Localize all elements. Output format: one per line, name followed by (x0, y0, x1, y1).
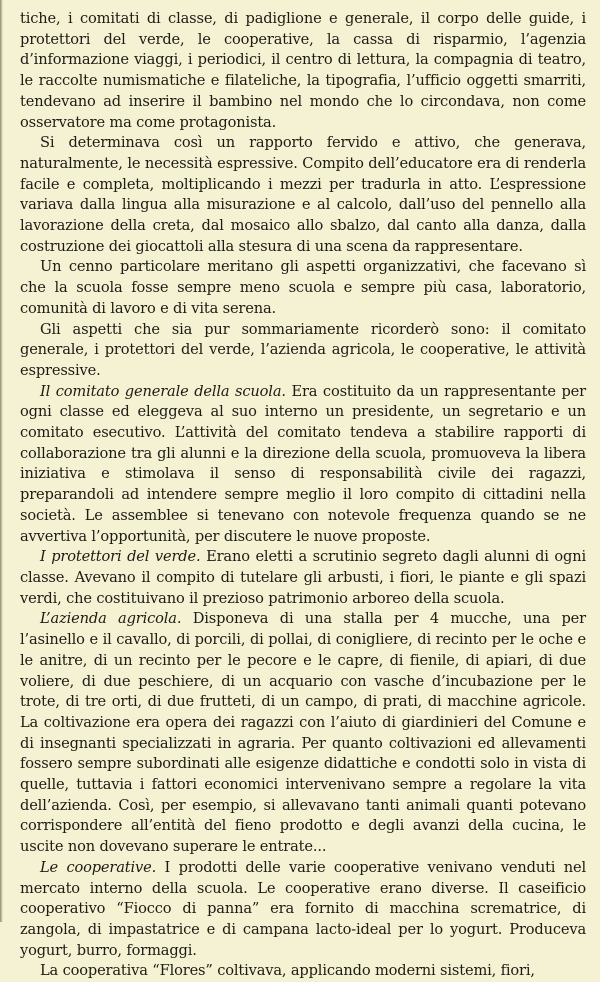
paragraph-text: Un cenno particolare meritano gli aspetti organizzativi, che facevano sì che la scuola fosse sempre meno scuola e sempre più casa, laboratorio, comunità di lavoro e di vita serena. (20, 258, 586, 317)
paragraph-text: Gli aspetti che sia pur sommariamente ricorderò sono: il comitato generale, i protettori del verde, l’azienda agricola, le cooperative, le attività espressive. (20, 320, 586, 379)
section-heading: Il comitato generale della scuola. (40, 382, 286, 400)
paragraph-2 (20, 133, 586, 257)
paragraph-text: La cooperativa “Flores” coltivava, applicando moderni sistemi, fiori, (40, 962, 535, 980)
paragraph-protettori-verde (20, 547, 586, 609)
paragraph-1 (20, 9, 586, 133)
paragraph-text: Erano eletti a scrutinio segreto dagli alunni di ogni classe. Avevano il compito di tutelare gli arbusti, i fiori, le piante e gli spazi verdi, che costituivano il prezioso patrimonio arboreo della scuola. (20, 548, 587, 607)
paragraph-text: tiche, i comitati di classe, di padiglione e generale, il corpo delle guide, i protettori del verde, le cooperative, la cassa di risparmio, l’agenzia d’informazione viaggi, i periodici, il centro di lettura, la compagnia di teatro, le raccolte numismatiche e filateliche, la tipografia, l’ufficio oggetti smarriti, tendevano ad inserire il bambino nel mondo che lo circondava, non come osservatore ma come protagonista. (20, 10, 586, 131)
paragraph-cooperative (20, 858, 586, 962)
paragraph-text: Disponeva di una stalla per 4 mucche, una per l’asinello e il cavallo, di porcili, di pollai, di conigliere, di recinto per le oche e le anitre, di un recinto per le pecore e le capre, di fienile, di apiari, di due voliere, di due peschiere, di un acquario con vasche d’incubazione per le trote, di tre orti, di due frutteti, di un campo, di prati, di macchine agricole. La coltivazione era opera dei ragazzi con l’aiuto di giardinieri del Comune e di insegnanti specializzati in agraria. Per quanto coltivazioni ed allevamenti fossero sempre subordinati alle esigenze didattiche e condotti solo in vista di quelle, tuttavia i fattori economici intervenivano sempre a regolare la vita dell’azienda. Così, per esempio, si allevavano tanti animali quanti potevano corrispondere all’entità del fieno prodotto e degli avanzi della cucina, le uscite non dovevano superare le entrate... (20, 610, 586, 856)
page-edge-shadow (0, 0, 3, 922)
paragraph-comitato-generale (20, 382, 586, 548)
paragraph-azienda-agricola (20, 609, 586, 857)
paragraph-4 (20, 320, 586, 382)
section-heading: Le cooperative. (40, 858, 157, 876)
section-heading: I protettori del verde. (40, 548, 201, 566)
paragraph-3 (20, 257, 586, 319)
paragraph-text: Si determinava così un rapporto fervido e attivo, che generava, naturalmente, le necessità espressive. Compito dell’educatore era di renderla facile e completa, moltiplicando i mezzi per tradurla in atto. L’espressione variava dalla lingua alla misurazione e al calcolo, dall’uso del pennello alla lavorazione della creta, dal mosaico allo sbalzo, dal canto alla danza, dalla costruzione dei giocattoli alla stesura di una scena da rappresentare. (20, 134, 586, 255)
paragraph-text: Era costituito da un rappresentante per ogni classe ed eleggeva al suo interno un presidente, un segretario e un comitato esecutivo. L’attività del comitato tendeva a stabilire rapporti di collaborazione tra gli alunni e la direzione della scuola, promuoveva la libera iniziativa e stimolava il senso di responsabilità civile dei ragazzi, preparandoli ad intendere sempre meglio il loro compito di cittadini nella società. Le assemblee si tenevano con notevole frequenza quando se ne avvertiva l’opportunità, per discutere le nuove proposte. (20, 382, 586, 545)
paragraph-flores (20, 961, 586, 982)
section-heading: L’azienda agricola. (40, 610, 182, 628)
paragraph-text: I prodotti delle varie cooperative venivano venduti nel mercato interno della scuola. Le cooperative erano diverse. Il caseificio cooperativo “Fiocco di panna” era fornito di macchina scrematrice, di zangola, di impastatrice e di campana lacto-ideal per lo yogurt. Produceva yogurt, burro, formaggi. (20, 858, 586, 959)
